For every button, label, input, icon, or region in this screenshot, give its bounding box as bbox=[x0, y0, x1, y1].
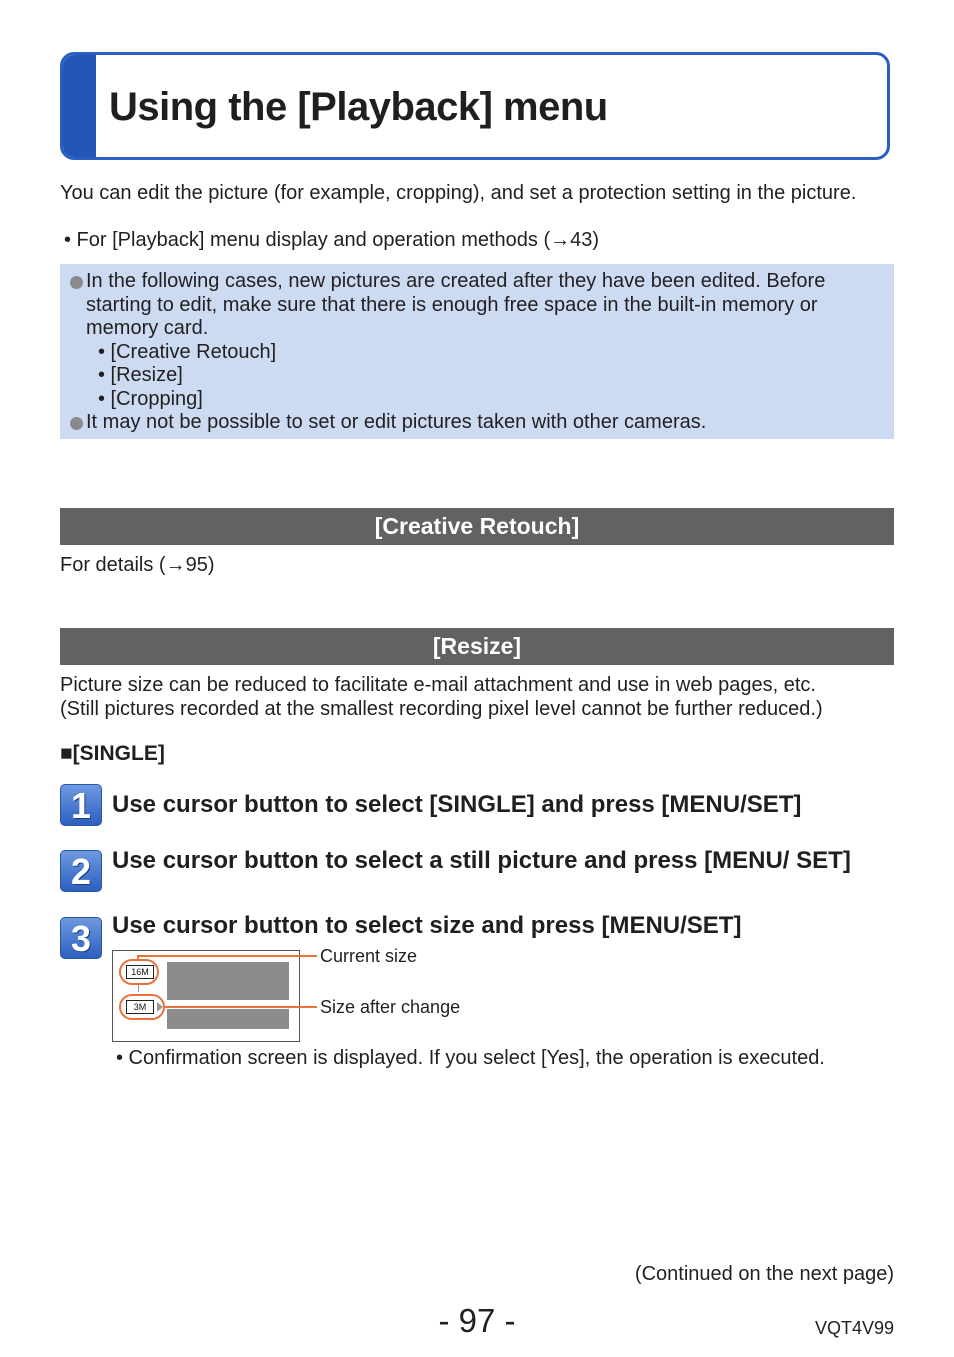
title-box bbox=[60, 52, 890, 160]
bullet-dot-icon bbox=[70, 417, 83, 430]
step-2-number: 2 bbox=[60, 850, 102, 892]
note-item: • [Cropping] bbox=[98, 387, 203, 410]
intro-text: You can edit the picture (for example, cropping), and set a protection setting in the picture. bbox=[60, 182, 857, 204]
single-heading: ■[SINGLE] bbox=[60, 742, 165, 765]
step-3-text: Use cursor button to select size and press [MENU/SET] bbox=[112, 912, 742, 939]
screen-image-block bbox=[167, 1009, 289, 1029]
bullet-dot-icon bbox=[70, 276, 83, 289]
screen-image-block bbox=[167, 962, 289, 1000]
section-header-creative-retouch: [Creative Retouch] bbox=[60, 508, 894, 545]
note-box bbox=[60, 264, 894, 439]
section-header-resize: [Resize] bbox=[60, 628, 894, 665]
page-number: - 97 - bbox=[438, 1302, 516, 1339]
note-line-2: It may not be possible to set or edit pictures taken with other cameras. bbox=[68, 411, 884, 435]
step-1-text: Use cursor button to select [SINGLE] and press [MENU/SET] bbox=[112, 791, 802, 818]
title-accent-bar bbox=[63, 55, 96, 157]
resize-description-2: (Still pictures recorded at the smallest recording pixel level cannot be further reduced.) bbox=[60, 698, 823, 720]
intro-bullet: • For [Playback] menu display and operation methods (→43) bbox=[64, 229, 600, 251]
continued-note: (Continued on the next page) bbox=[634, 1263, 894, 1285]
current-size-highlight bbox=[119, 959, 159, 985]
note-item: • [Creative Retouch] bbox=[98, 340, 277, 363]
confirmation-note: • Confirmation screen is displayed. If you select [Yes], the operation is executed. bbox=[116, 1047, 825, 1069]
current-size-label: Current size bbox=[320, 946, 418, 966]
current-size-leader-line bbox=[137, 955, 317, 957]
size-after-highlight bbox=[119, 994, 165, 1020]
resize-description-1: Picture size can be reduced to facilitate e-mail attachment and use in web pages, etc. bbox=[60, 674, 816, 696]
size-after-change-label: Size after change bbox=[320, 997, 461, 1017]
step-1-number: 1 bbox=[60, 784, 102, 826]
size-after-change-icon: 3M bbox=[126, 1000, 154, 1014]
step-3-number: 3 bbox=[60, 917, 102, 959]
arrow-connector bbox=[138, 984, 139, 992]
note-line-1: In the following cases, new pictures are created after they have been edited. Before starting to edit, make sure that there is enough free space in the built-in memory or memory card. bbox=[68, 270, 884, 341]
model-code: VQT4V99 bbox=[814, 1318, 894, 1338]
size-after-leader-line bbox=[165, 1006, 317, 1008]
note-item: • [Resize] bbox=[98, 364, 183, 386]
page-title: Using the [Playback] menu bbox=[109, 85, 608, 129]
step-2-text: Use cursor button to select a still picture and press [MENU/ SET] bbox=[112, 847, 851, 874]
creative-retouch-details: For details (→95) bbox=[60, 554, 215, 576]
current-size-icon: 16M bbox=[126, 965, 154, 979]
current-size-leader-line bbox=[137, 955, 139, 961]
